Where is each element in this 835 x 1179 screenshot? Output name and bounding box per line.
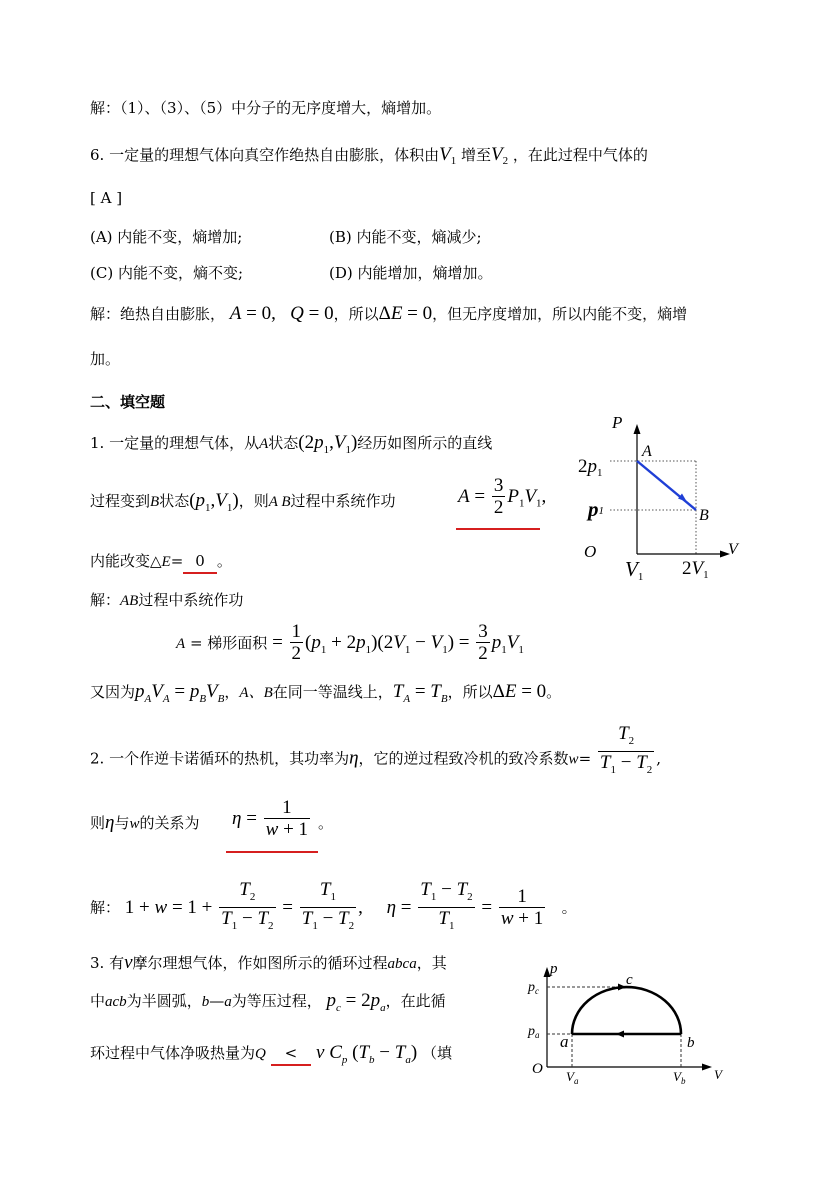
svg-text:O: O [584, 542, 597, 561]
svg-text:pc: $p_c$ [528, 980, 539, 996]
q6-answer: [ A ] [90, 189, 123, 207]
svg-text:b: b [687, 1035, 695, 1051]
f1-answer-work: A = $\frac{3}{2}$ $P_1V_1$, [458, 475, 547, 518]
q6-stem: 6. 一定量的理想气体向真空作绝热自由膨胀，体积由$V_1$ 增至$V_2$ ，在此过程中气体的 [90, 144, 648, 167]
f1-answer-energy: 0 [183, 550, 217, 574]
svg-text:p1: p1 [588, 497, 604, 521]
svg-text:P: P [612, 413, 623, 432]
q6-option-a: (A) 内能不变，熵增加; [90, 228, 243, 246]
f3-line2: 中acb为半圆弧，b—a为等压过程， $p_c = 2p_a$，在此循 [90, 990, 446, 1014]
svg-text:B: B [699, 507, 709, 524]
f2-line2: 则η与w的关系为 [90, 812, 200, 833]
section-heading: 二、填空题 [90, 393, 166, 411]
svg-text:c: c [626, 972, 633, 988]
f2-answer-underline [226, 851, 318, 853]
q6-solution: 解：绝热自由膨胀， A = 0, Q = 0，所以ΔE = 0，但无序度增加，所以内能不变，熵增 [90, 303, 688, 324]
svg-text:V: V [728, 541, 738, 558]
f1-answer-underline [456, 528, 540, 530]
svg-text:Vb: $V_b$ [673, 1069, 686, 1085]
process-line-ab [637, 461, 696, 510]
svg-text:2V1: $2V_1$ [682, 558, 709, 581]
q6-option-c: (C) 内能不变，熵不变; [90, 264, 244, 282]
svg-text:2p1: $2p_1$ [578, 456, 603, 479]
q6-option-d: (D) 内能增加，熵增加。 [329, 264, 493, 282]
f3-line3: 环过程中气体净吸热量为Q < ν $C_p$ $(T_b - T_a)$ （填 [90, 1042, 452, 1066]
svg-text:a: a [560, 1032, 569, 1051]
svg-text:Va: $V_a$ [566, 1069, 579, 1085]
pv-diagram-1 [570, 412, 745, 582]
f3-answer: < [271, 1042, 312, 1066]
f1-line1: 1. 一定量的理想气体，从A状态$(2p_1,V_1)$经历如图所示的直线 [90, 432, 493, 456]
semicircle-acb [572, 987, 681, 1034]
f1-line2: 过程变到B状态$(p_1,V_1)$，则A B过程中系统作功 [90, 490, 396, 514]
svg-text:O: O [532, 1061, 543, 1077]
f3-line1: 3. 有ν摩尔理想气体，作如图所示的循环过程abca，其 [90, 952, 447, 973]
f1-solution-line1: 解：AB过程中系统作功 [90, 591, 244, 609]
svg-text:p: p [550, 961, 558, 977]
q6-solution-end: 加。 [90, 350, 121, 368]
svg-text:V: V [714, 1067, 722, 1082]
f1-line3: 内能改变△E= 0 。 [90, 550, 232, 574]
p-axis-arrow [634, 424, 641, 434]
f1-solution-line3: 又因为$p_AV_A = p_BV_B$，A、B在同一等温线上，$T_A = T_B$，所以ΔE = 0。 [90, 681, 562, 705]
f2-answer: η = $\frac{1}{w + 1}$ [232, 797, 309, 840]
svg-text:V1: V1 [625, 557, 644, 582]
f1-solution-formula: A = 梯形面积 = $\frac{1}{2}$ $(p_1 + 2p_1)(2V_1 - V_1)$ = $\frac{3}{2}$ $p_1V_1$ [176, 621, 524, 664]
solution-q5: 解：（1）、（3）、（5）中分子的无序度增大，熵增加。 [90, 99, 442, 117]
pv-diagram-2 [524, 955, 729, 1085]
svg-text:pa: $p_a$ [528, 1024, 540, 1040]
q6-option-b: (B) 内能不变，熵减少; [329, 228, 482, 246]
svg-text:A: A [642, 443, 652, 460]
f2-solution: 解： 1 + w = 1 + $\frac{T_2}{T_1 - T_2}$ = $\frac{T_1}{T_1 - T_2}$ , η = $\frac{T_1 - T_2}{T_1}$ = $\frac{1}{w + 1}$ 。 [90, 880, 577, 937]
f2-line1: 2. 一个作逆卡诺循环的热机，其功率为η，它的逆过程致冷机的致冷系数w= $\frac{T_2}{T_1 - T_2}$ , [90, 738, 661, 781]
